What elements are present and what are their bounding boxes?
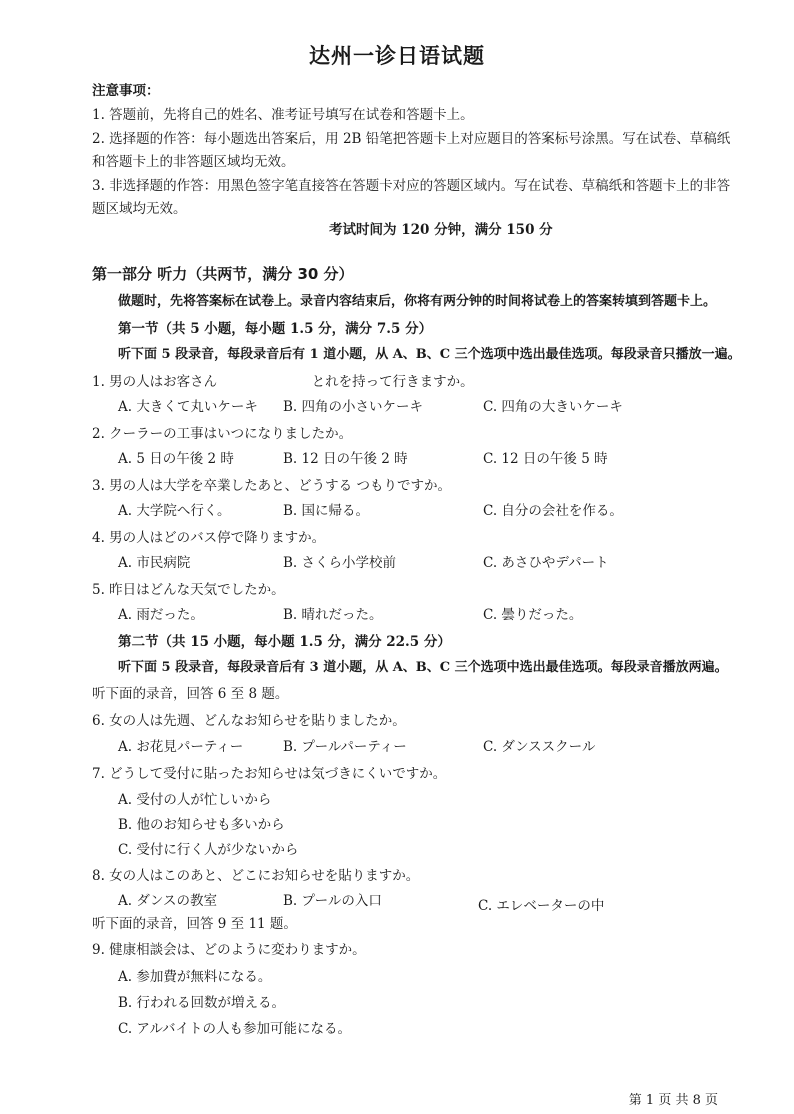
note-2-line-1: 2. 选择题的作答：每小题选出答案后，用 2B 铅笔把答题卡上对应题目的答案标号涂黑。写在试卷、草稿纸 (92, 131, 731, 147)
listen-instruction-6-8: 听下面的录音，回答 6 至 8 题。 (92, 686, 289, 702)
question-1-stem: 1. 男の人はお客さん とれを持って行きますか。 (92, 374, 474, 390)
question-8-option-b: B. プールの入口 (283, 893, 382, 909)
question-1-option-c: C. 四角の大きいケーキ (483, 399, 623, 415)
question-7-stem: 7. どうして受付に貼ったお知らせは気づきにくいですか。 (92, 766, 447, 782)
question-6-stem: 6. 女の人は先週、どんなお知らせを貼りましたか。 (92, 713, 406, 729)
question-4-stem: 4. 男の人はどのバス停で降りますか。 (92, 530, 326, 546)
listen-instruction-9-11: 听下面的录音，回答 9 至 11 题。 (92, 916, 297, 932)
notes-heading: 注意事项： (92, 83, 160, 99)
question-5-stem: 5. 昨日はどんな天気でしたか。 (92, 582, 285, 598)
section1-heading: 第一节（共 5 小题，每小题 1.5 分，满分 7.5 分） (118, 321, 433, 337)
question-3-option-c: C. 自分の会社を作る。 (483, 503, 623, 519)
question-8-option-a: A. ダンスの教室 (118, 893, 218, 909)
question-4-option-c: C. あさひやデパート (483, 555, 609, 571)
section1-instruction: 听下面 5 段录音，每段录音后有 1 道小题，从 A、B、C 三个选项中选出最佳选项。每段录音只播放一遍。 (118, 347, 741, 362)
question-3-stem: 3. 男の人は大学を卒業したあと、どうする つもりですか。 (92, 478, 451, 494)
part1-heading: 第一部分 听力（共两节，满分 30 分） (92, 265, 354, 283)
section2-instruction: 听下面 5 段录音，每段录音后有 3 道小题，从 A、B、C 三个选项中选出最佳选项。每段录音播放两遍。 (118, 660, 728, 675)
question-7-option-c: C. 受付に行く人が少ないから (118, 842, 299, 858)
question-6-option-c: C. ダンススクール (483, 739, 596, 755)
question-8-stem: 8. 女の人はこのあと、どこにお知らせを貼りますか。 (92, 868, 420, 884)
question-9-option-a: A. 参加費が無料になる。 (118, 969, 272, 985)
question-9-option-c: C. アルバイトの人も参加可能になる。 (118, 1021, 351, 1037)
question-5-option-a: A. 雨だった。 (118, 607, 204, 623)
question-6-option-a: A. お花見パーティー (118, 739, 244, 755)
question-2-option-b: B. 12 日の午後 2 時 (283, 451, 408, 467)
note-1: 1. 答题前，先将自己的姓名、准考证号填写在试卷和答题卡上。 (92, 107, 474, 123)
question-7-option-b: B. 他のお知らせも多いから (118, 817, 285, 833)
question-2-stem: 2. クーラーの工事はいつになりましたか。 (92, 426, 353, 442)
question-3-option-a: A. 大学院へ行く。 (118, 503, 231, 519)
exam-time: 考试时间为 120 分钟，满分 150 分 (329, 222, 553, 238)
question-9-stem: 9. 健康相談会は、どのように変わりますか。 (92, 942, 366, 958)
note-2-line-2: 和答题卡上的非答题区域均无效。 (92, 154, 295, 170)
question-3-option-b: B. 国に帰る。 (283, 503, 370, 519)
part1-instruction: 做题时，先将答案标在试卷上。录音内容结束后，你将有两分钟的时间将试卷上的答案转填到答题卡上。 (118, 294, 717, 309)
page-title: 达州一诊日语试题 (309, 44, 485, 68)
question-1-option-b: B. 四角の小さいケーキ (283, 399, 424, 415)
question-5-option-c: C. 曇りだった。 (483, 607, 583, 623)
question-4-option-b: B. さくら小学校前 (283, 555, 397, 571)
question-8-option-c: C. エレベーターの中 (478, 898, 605, 914)
question-2-option-a: A. 5 日の午後 2 時 (118, 451, 234, 467)
question-2-option-c: C. 12 日の午後 5 時 (483, 451, 608, 467)
question-6-option-b: B. プールパーティー (283, 739, 407, 755)
page-number-footer: 第 1 页 共 8 页 (628, 1093, 718, 1108)
section2-heading: 第二节（共 15 小题，每小题 1.5 分，满分 22.5 分） (118, 634, 451, 650)
note-3-line-1: 3. 非选择题的作答：用黑色签字笔直接答在答题卡对应的答题区域内。写在试卷、草稿纸和答题卡上的非答 (92, 178, 731, 194)
question-4-option-a: A. 市民病院 (118, 555, 191, 571)
note-3-line-2: 题区域均无效。 (92, 201, 187, 217)
question-5-option-b: B. 晴れだった。 (283, 607, 383, 623)
question-9-option-b: B. 行われる回数が増える。 (118, 995, 286, 1011)
question-7-option-a: A. 受付の人が忙しいから (118, 792, 272, 808)
question-1-option-a: A. 大きくて丸いケーキ (118, 399, 258, 415)
